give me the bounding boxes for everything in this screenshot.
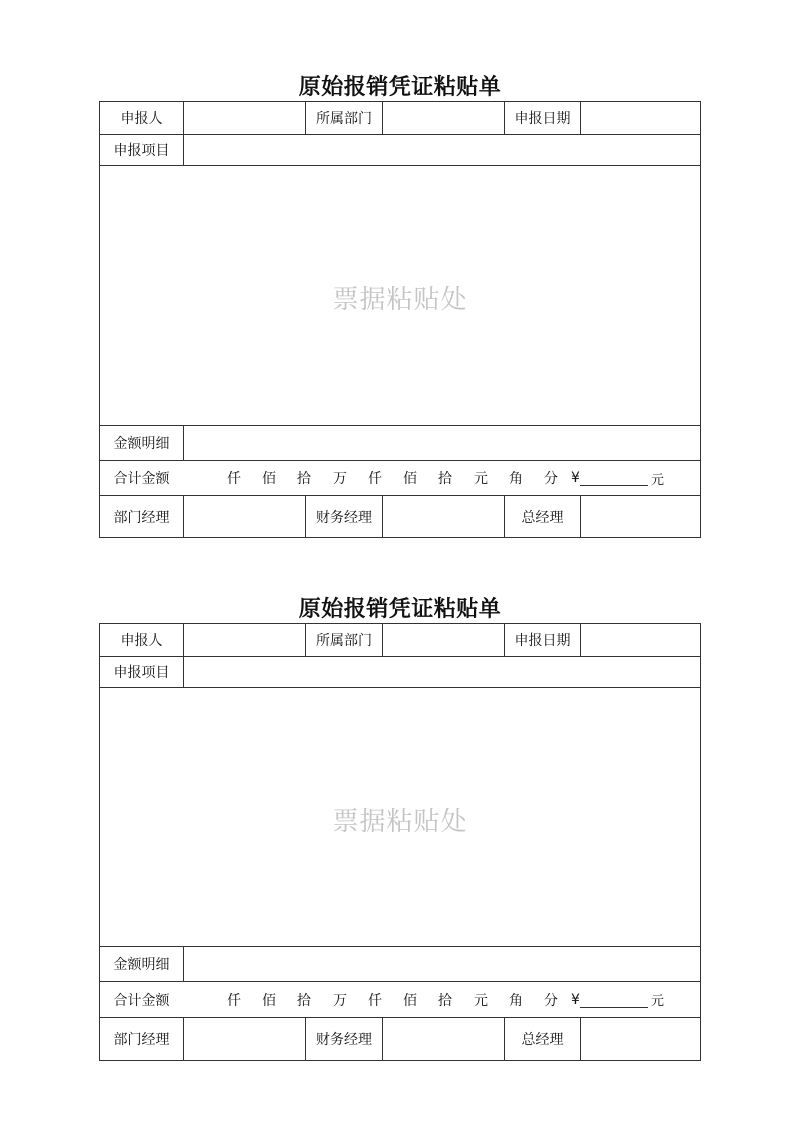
finance-manager-field[interactable] [382, 1018, 504, 1060]
department-field[interactable] [382, 102, 504, 134]
receipt-paste-area[interactable] [100, 165, 700, 425]
form-table [99, 101, 701, 538]
form-table [99, 623, 701, 1061]
unit-qian: 仟 [227, 992, 241, 1009]
form-title: 原始报销凭证粘贴单 [298, 597, 502, 622]
header-row [100, 624, 700, 656]
amount-detail-row [100, 946, 700, 981]
total-amount-row [100, 460, 700, 495]
paste-area-label: 票据粘贴处 [332, 807, 468, 837]
currency-suffix: 元 [651, 994, 665, 1009]
currency-symbol: ¥ [571, 470, 580, 486]
unit-jiao: 角 [509, 992, 523, 1009]
dept-manager-label: 部门经理 [113, 1032, 170, 1048]
date-label: 申报日期 [504, 624, 580, 656]
general-manager-label: 总经理 [504, 496, 580, 537]
amount-detail-row [100, 425, 700, 460]
unit-wan: 万 [333, 992, 347, 1009]
currency-symbol: ¥ [571, 991, 580, 1008]
project-row [100, 134, 700, 165]
applicant-label: 申报人 [120, 633, 163, 649]
project-label: 申报项目 [113, 143, 170, 159]
department-label: 所属部门 [305, 624, 382, 656]
dept-manager-field[interactable] [183, 1018, 305, 1060]
general-manager-field[interactable] [580, 1018, 700, 1060]
project-label: 申报项目 [113, 665, 170, 681]
unit-shi: 拾 [297, 992, 311, 1009]
unit-yuan: 元 [474, 992, 488, 1009]
unit-bai-2: 佰 [403, 992, 417, 1009]
project-field[interactable] [183, 135, 700, 165]
unit-shi: 拾 [297, 471, 311, 487]
finance-manager-label: 财务经理 [305, 1018, 382, 1060]
form-title: 原始报销凭证粘贴单 [298, 75, 502, 100]
approval-row [100, 1017, 700, 1060]
date-field[interactable] [580, 624, 700, 656]
finance-manager-field[interactable] [382, 496, 504, 537]
unit-bai: 佰 [262, 992, 276, 1009]
amount-detail-label: 金额明细 [113, 436, 170, 452]
finance-manager-label: 财务经理 [305, 496, 382, 537]
date-label: 申报日期 [504, 102, 580, 134]
unit-fen: 分 [544, 471, 558, 487]
dept-manager-label: 部门经理 [113, 509, 170, 526]
general-manager-label: 总经理 [504, 1018, 580, 1060]
unit-qian-2: 仟 [368, 992, 382, 1009]
general-manager-field[interactable] [580, 496, 700, 537]
department-field[interactable] [382, 624, 504, 656]
dept-manager-field[interactable] [183, 496, 305, 537]
project-row [100, 656, 700, 687]
date-field[interactable] [580, 102, 700, 134]
approval-row [100, 495, 700, 537]
total-amount-input[interactable] [580, 485, 648, 486]
unit-wan: 万 [333, 471, 347, 487]
amount-detail-label: 金额明细 [113, 957, 170, 973]
receipt-paste-area[interactable] [100, 687, 700, 946]
unit-bai-2: 佰 [403, 471, 417, 487]
unit-fen: 分 [544, 992, 558, 1009]
unit-qian-2: 仟 [368, 471, 382, 487]
total-amount-input[interactable] [580, 1007, 648, 1008]
header-row [100, 102, 700, 134]
total-amount-row [100, 981, 700, 1017]
unit-yuan: 元 [474, 471, 488, 487]
department-label: 所属部门 [305, 102, 382, 134]
project-field[interactable] [183, 657, 700, 687]
unit-jiao: 角 [509, 471, 523, 487]
unit-qian: 仟 [227, 471, 241, 487]
unit-shi-2: 拾 [438, 471, 452, 487]
amount-detail-field[interactable] [183, 947, 700, 981]
total-amount-label: 合计金额 [113, 992, 170, 1009]
applicant-label: 申报人 [120, 111, 163, 127]
paste-area-label: 票据粘贴处 [332, 285, 468, 315]
amount-detail-field[interactable] [183, 426, 700, 460]
applicant-field[interactable] [183, 624, 305, 656]
applicant-field[interactable] [183, 102, 305, 134]
total-amount-label: 合计金额 [113, 471, 170, 487]
currency-suffix: 元 [651, 472, 665, 488]
unit-bai: 佰 [262, 471, 276, 487]
unit-shi-2: 拾 [438, 992, 452, 1009]
